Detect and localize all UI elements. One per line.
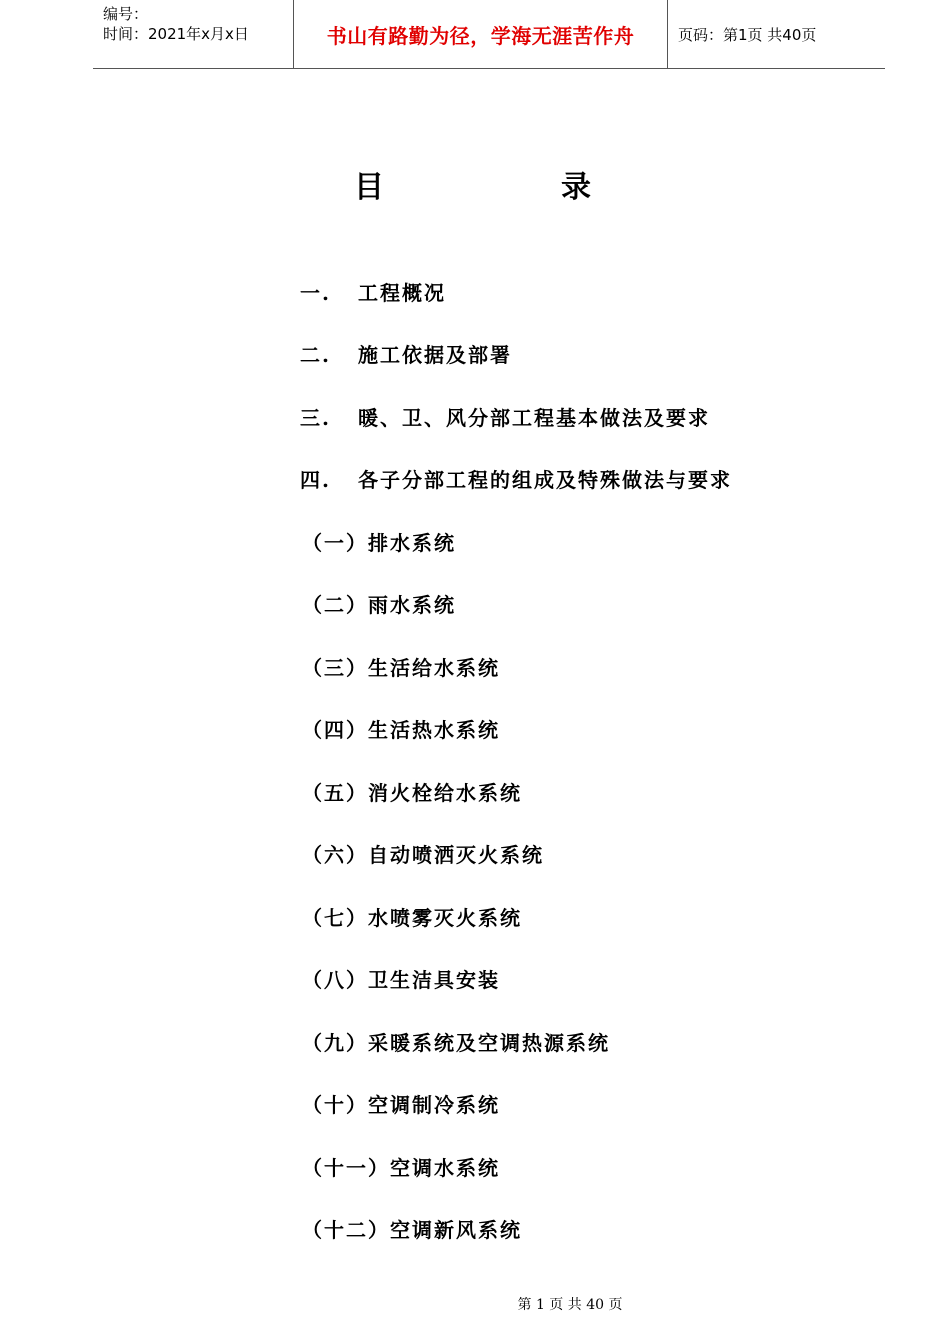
header-page-info: 页码：第1页 共40页	[678, 25, 817, 44]
toc-main-item[interactable]	[300, 402, 710, 431]
toc-main-num: 一.	[300, 281, 331, 305]
toc-main-text: 工程概况	[358, 281, 446, 305]
toc-main-item[interactable]	[300, 339, 512, 368]
title-char-2: 录	[561, 170, 591, 205]
toc-sub-item[interactable]: （十二）空调新风系统	[302, 1218, 522, 1242]
title-char-1: 目	[354, 170, 384, 205]
toc-sub-item[interactable]: （七）水喷雾灭火系统	[302, 906, 522, 930]
toc-main-num: 四.	[300, 468, 331, 492]
page-footer	[0, 1294, 950, 1314]
page-header	[93, 0, 885, 69]
toc-main-num: 二.	[300, 343, 331, 367]
footer-page-number: 第 1 页 共 40 页	[517, 1297, 623, 1313]
toc-main-num: 三.	[300, 406, 331, 430]
toc-sub-item[interactable]: （三）生活给水系统	[302, 656, 500, 680]
code-label: 编号：	[103, 5, 149, 23]
toc-main-text: 各子分部工程的组成及特殊做法与要求	[358, 468, 732, 492]
toc-sub-item[interactable]: （二）雨水系统	[302, 593, 456, 617]
toc-sub-item[interactable]: （八）卫生洁具安装	[302, 968, 500, 992]
toc-main-item[interactable]	[300, 277, 446, 306]
toc-sub-item[interactable]: （十）空调制冷系统	[302, 1093, 500, 1117]
toc-main-text: 施工依据及部署	[358, 343, 512, 367]
toc-sub-item[interactable]: （五）消火栓给水系统	[302, 781, 522, 805]
toc-main-item[interactable]	[300, 464, 732, 493]
toc-sub-item[interactable]: （十一）空调水系统	[302, 1156, 500, 1180]
toc-sub-item[interactable]: （四）生活热水系统	[302, 718, 500, 742]
toc-main-text: 暖、卫、风分部工程基本做法及要求	[358, 406, 710, 430]
toc-sub-item[interactable]: （一）排水系统	[302, 531, 456, 555]
header-motto: 书山有路勤为径，学海无涯苦作舟	[294, 0, 668, 68]
toc-sub-item[interactable]: （六）自动喷洒灭火系统	[302, 843, 544, 867]
page-title	[0, 162, 950, 206]
header-meta	[93, 0, 294, 68]
time-label: 时间：2021年x月x日	[103, 25, 249, 43]
toc-sub-item[interactable]: （九）采暖系统及空调热源系统	[302, 1031, 610, 1055]
